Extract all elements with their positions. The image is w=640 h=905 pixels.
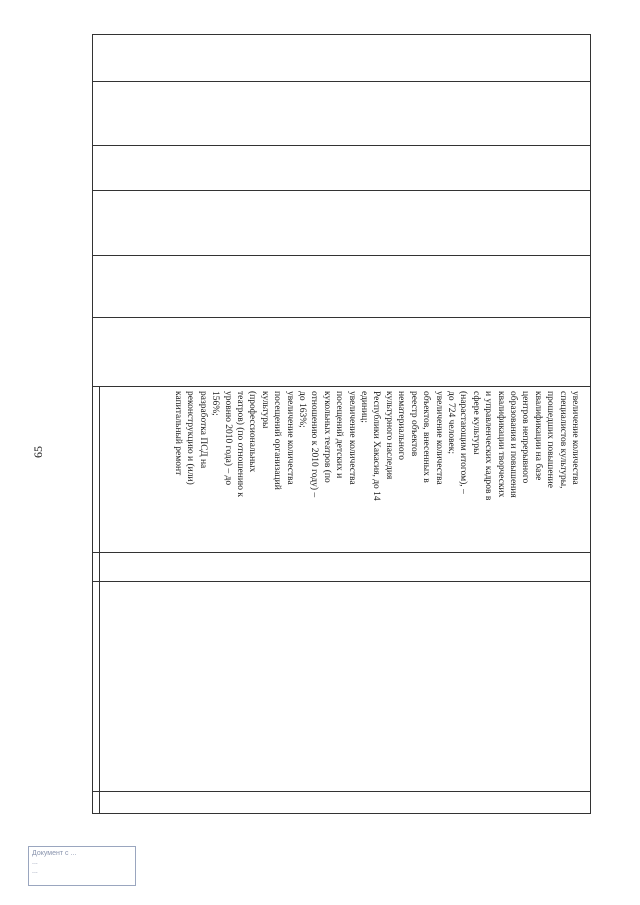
table-row-divider [93,81,590,82]
stamp-line: Документ с ... [32,850,77,857]
page-number: 65 [31,446,45,458]
cell-text: увеличение количества специалистов культуры, прошедших повышение квалификации на базе центров непрерывного образования и повышения квалификации творческих и управленческих кадров в сфере культуры (нарастающим итогом), – до 724 человек; увеличение количества объектов, внесенных в реестр объектов нематериального культурного наследия Республики Хакасия, до 14 единиц; увеличение количества посещений детских и кукольных театров (по отношению к 2010 году) – до 163%; увеличение количества посещений организаций культуры (профессиональных театров) (по отношению к уровню 2010 года) – до 156%; разработка ПСД на реконструкцию и (или) капитальный ремонт [173,391,580,501]
table-row-divider [93,317,590,318]
table-row-divider [93,145,590,146]
table-row-divider [93,255,590,256]
document-stamp [28,846,136,886]
table-row-divider [93,190,590,191]
table-row-divider [93,791,590,792]
stamp-line: ... [32,868,38,875]
stamp-line: ... [32,859,38,866]
rotated-cell [99,387,583,583]
